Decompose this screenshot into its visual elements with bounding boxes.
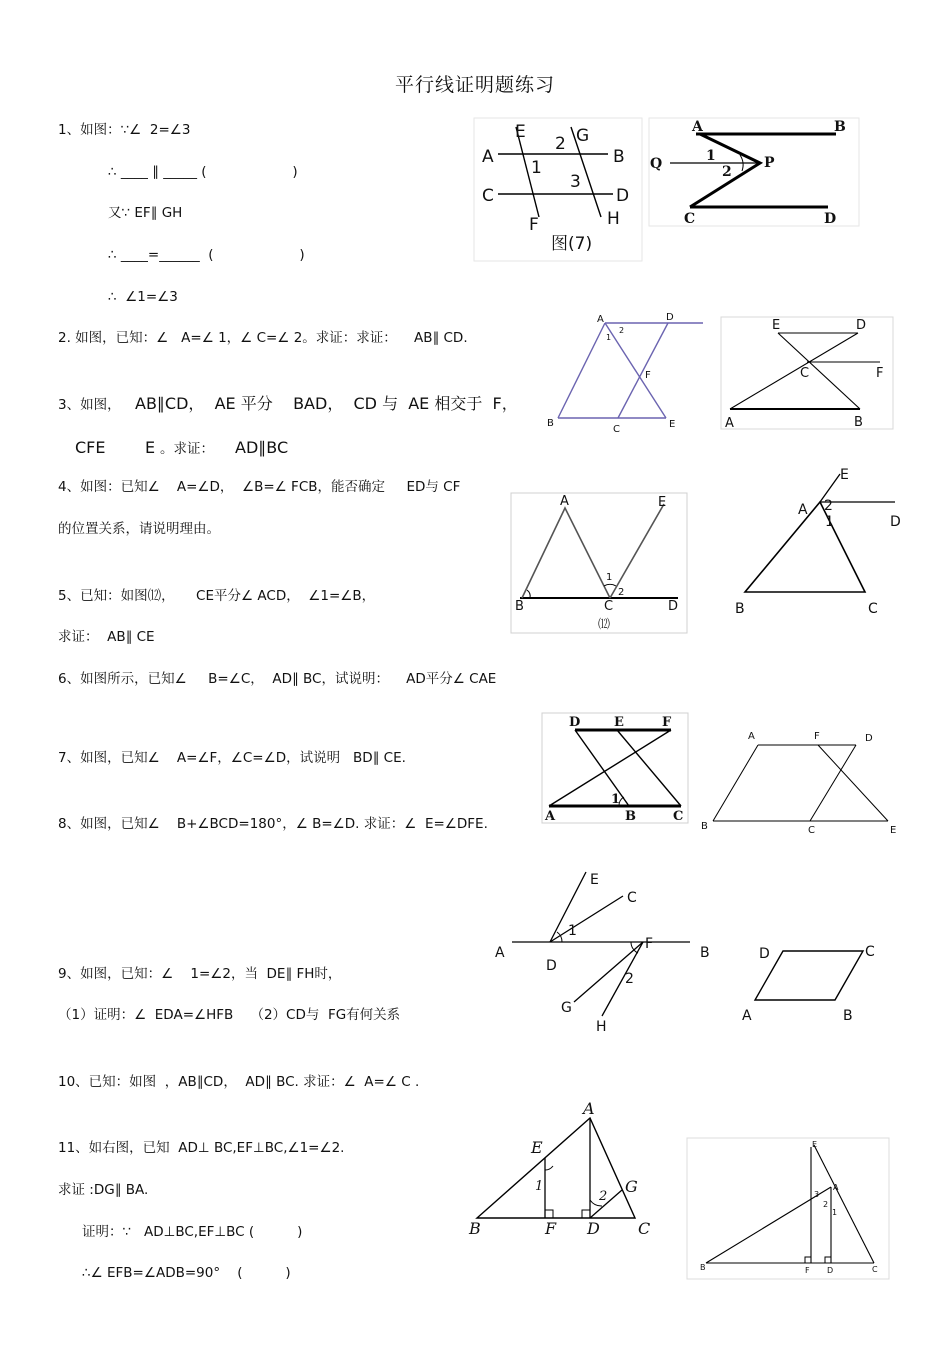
fig5-label: E — [658, 495, 667, 510]
right-angle-mark — [805, 1257, 811, 1263]
fig12-label: 1 — [832, 1208, 838, 1217]
line-ae — [605, 323, 666, 418]
fig11-label: 1 — [535, 1179, 544, 1194]
angle-arc — [604, 584, 616, 586]
line-db — [575, 730, 629, 806]
fig1-label: E — [515, 122, 526, 142]
fig9-label: F — [645, 936, 654, 952]
fig4-label: B — [854, 415, 863, 430]
fig9-label: D — [546, 958, 557, 974]
line-dc — [810, 745, 856, 821]
fig2-label: 1 — [706, 148, 716, 164]
figure-8 — [698, 725, 903, 837]
fig1-label: A — [482, 147, 494, 167]
fig11-label: D — [587, 1219, 600, 1238]
line-fa — [549, 730, 671, 806]
fig5-label: C — [604, 599, 614, 614]
fig9-label: C — [627, 890, 637, 906]
fig1-label: G — [576, 126, 590, 146]
q3-line2c: 。求证： — [160, 441, 214, 457]
fig3-label: 2 — [619, 326, 625, 335]
fig11-label: C — [638, 1219, 651, 1238]
fig3-label: D — [666, 312, 674, 323]
fig2-label: P — [764, 155, 775, 171]
line-eb — [778, 333, 860, 409]
fig4-label: C — [800, 366, 810, 381]
q1-line5: ∴ ∠1=∠3 — [108, 289, 178, 305]
fig2-label: A — [692, 119, 703, 135]
figure-1 — [473, 117, 643, 262]
fig4-label: F — [876, 366, 884, 381]
line-ab — [706, 1187, 831, 1263]
fig5-label: 2 — [618, 587, 625, 598]
fig6-label: D — [890, 514, 901, 530]
line-ab — [713, 745, 758, 821]
fig3-label: B — [547, 418, 554, 429]
figure-9 — [490, 866, 725, 1036]
fig4-label: D — [856, 318, 867, 333]
line-ec — [617, 730, 681, 806]
fig1-label: H — [607, 209, 620, 229]
fig11-label: B — [469, 1219, 481, 1238]
fig5-label: B — [515, 599, 524, 614]
triangle-abc — [477, 1118, 635, 1218]
q5-line2: 求证： AB∥ CE — [58, 629, 155, 645]
fig3-label: C — [613, 424, 620, 435]
ray-fh — [602, 942, 643, 1016]
right-angle-mark — [545, 1210, 553, 1218]
triangle-abc — [522, 508, 613, 598]
q1-line3: 又∵ EF∥ GH — [108, 205, 183, 221]
q8-line1: 8、如图，已知∠ B+∠BCD=180°，∠ B=∠D. 求证：∠ E=∠DFE. — [58, 816, 488, 832]
fig9-label: 1 — [568, 923, 577, 939]
fig12-label: 2 — [823, 1200, 829, 1209]
fig6-label: 2 — [824, 498, 833, 514]
figure-7 — [541, 712, 689, 824]
fig11-label: 2 — [599, 1189, 608, 1204]
fig9-label: H — [596, 1019, 607, 1035]
fig8-label: C — [808, 825, 815, 836]
q3-line2a: CFE — [75, 438, 106, 457]
fig12-label: B — [700, 1263, 706, 1272]
fig1-caption: 图(7) — [551, 234, 593, 254]
fig5-label: 1 — [606, 572, 613, 583]
line-ab — [558, 323, 605, 418]
q3-line2b: E — [145, 438, 156, 457]
fig10-label: B — [843, 1008, 853, 1024]
fig7-label: 1 — [611, 792, 621, 807]
fig9-label: 2 — [625, 971, 634, 987]
fig11-label: F — [545, 1219, 557, 1238]
fig11-label: A — [583, 1099, 595, 1118]
fig7-label: F — [662, 715, 672, 730]
fig10-label: A — [742, 1008, 752, 1024]
fig11-label: E — [531, 1138, 543, 1157]
fig9-label: E — [590, 872, 599, 888]
fig4-label: A — [725, 416, 734, 431]
right-angle-mark — [582, 1210, 590, 1218]
fig8-label: D — [865, 733, 873, 744]
fig1-label: D — [616, 186, 630, 206]
fig5-label: A — [560, 494, 569, 509]
fig7-label: D — [569, 715, 581, 730]
fig3-label: E — [669, 419, 676, 430]
fig9-label: G — [561, 1000, 572, 1016]
fig2-label: 2 — [722, 164, 732, 180]
q3-line2d: AD∥BC — [235, 438, 289, 457]
q5-line1: 5、已知：如图⑿， CE平分∠ ACD， ∠1=∠B， — [58, 588, 376, 604]
fig4-label: E — [772, 318, 781, 333]
fig3-label: A — [597, 314, 604, 325]
line-ce — [610, 504, 664, 598]
figure-10 — [735, 938, 885, 1028]
fig2-label: C — [684, 211, 696, 227]
fig6-label: E — [840, 467, 849, 483]
figure-11 — [465, 1098, 660, 1243]
fig6-label: C — [868, 601, 878, 617]
fig7-label: C — [673, 809, 684, 824]
figure-12 — [686, 1137, 891, 1282]
fig2-label: D — [824, 211, 837, 227]
q11-line2: 求证 :DG∥ BA. — [58, 1182, 149, 1198]
figure-5 — [510, 492, 688, 634]
fig8-label: E — [890, 825, 897, 836]
page-title: 平行线证明题练习 — [394, 74, 555, 96]
line-fe — [818, 745, 888, 821]
q6-line1: 6、如图所示，已知∠ B=∠C， AD∥ BC，试说明： AD平分∠ CAE — [58, 671, 497, 687]
fig6-label: A — [798, 502, 808, 518]
q1-line2: ∴ ____ ∥ _____ ( ) — [108, 164, 298, 180]
fig8-label: A — [748, 731, 755, 742]
fig3-label: 1 — [606, 333, 612, 342]
angle-arc — [527, 590, 530, 598]
figure-2 — [648, 117, 860, 227]
line-da — [730, 333, 858, 409]
q3-line1a: 3、如图， — [58, 397, 121, 413]
q3-line1b: AB∥CD， AE 平分 BAD， CD 与 AE 相交于 F， — [135, 394, 518, 413]
fig12-label: C — [872, 1265, 878, 1274]
parallelogram-abcd — [755, 951, 863, 1000]
fig8-label: F — [814, 731, 820, 742]
fig11-label: G — [625, 1177, 638, 1196]
fig12-label: D — [827, 1266, 834, 1275]
fig12-label: F — [805, 1266, 810, 1275]
fig6-label: 1 — [825, 514, 834, 530]
q11-line1: 11、如右图，已知 AD⊥ BC,EF⊥BC,∠1=∠2. — [58, 1140, 345, 1156]
fig9-label: B — [700, 945, 710, 961]
q10-line1: 10、已知：如图 ，AB∥CD， AD∥ BC. 求证：∠ A=∠ C . — [58, 1074, 420, 1090]
q2-line1: 2. 如图，已知：∠ A=∠ 1，∠ C=∠ 2。求证：求证： AB∥ CD. — [58, 330, 468, 346]
fig10-label: C — [865, 944, 875, 960]
fig7-label: B — [625, 809, 636, 824]
fig1-label: C — [482, 186, 494, 206]
q4-line1: 4、如图：已知∠ A=∠D， ∠B=∠ FCB，能否确定 ED与 CF — [58, 479, 461, 495]
fig8-label: B — [701, 821, 708, 832]
fig12-label: A — [833, 1183, 839, 1192]
fig1-label: F — [529, 215, 539, 235]
fig7-label: A — [545, 809, 556, 824]
angle-arc — [545, 1166, 553, 1170]
q9-line2: （1）证明：∠ EDA=∠HFB （2）CD与 FG有何关系 — [58, 1007, 401, 1023]
q11-line4: ∴∠ EFB=∠ADB=90° ( ) — [82, 1265, 291, 1281]
fig5-caption: ⑿ — [598, 617, 611, 631]
fig1-label: 3 — [570, 172, 581, 192]
figure-3 — [543, 311, 708, 436]
right-angle-mark — [825, 1257, 831, 1263]
q9-line1: 9、如图，已知：∠ 1=∠2，当 DE∥ FH时， — [58, 966, 342, 982]
fig5-label: D — [668, 599, 679, 614]
figure-6 — [730, 462, 910, 622]
fig1-label: 2 — [555, 134, 566, 154]
fig9-label: A — [495, 945, 505, 961]
fig2-label: B — [834, 119, 846, 135]
fig3-label: F — [645, 370, 651, 381]
q1-line4: ∴ ____=______ ( ) — [108, 247, 305, 263]
fig7-label: E — [614, 715, 624, 730]
q7-line1: 7、如图，已知∠ A=∠F，∠C=∠D，试说明 BD∥ CE. — [58, 750, 406, 766]
fig12-label: 3 — [814, 1190, 820, 1199]
fig1-label: B — [613, 147, 625, 167]
line-dc — [618, 323, 668, 418]
q11-line3: 证明：∵ AD⊥BC,EF⊥BC ( ) — [82, 1224, 303, 1240]
figure-4 — [720, 316, 895, 434]
fig6-label: B — [735, 601, 745, 617]
fig10-label: D — [759, 946, 770, 962]
ray-dc — [550, 896, 623, 942]
fig12-label: E — [812, 1140, 818, 1149]
q1-line1: 1、如图：∵∠ 2=∠3 — [58, 122, 191, 138]
fig1-label: 1 — [531, 158, 542, 178]
fig2-label: Q — [650, 156, 663, 172]
q4-line2: 的位置关系，请说明理由。 — [58, 521, 220, 537]
